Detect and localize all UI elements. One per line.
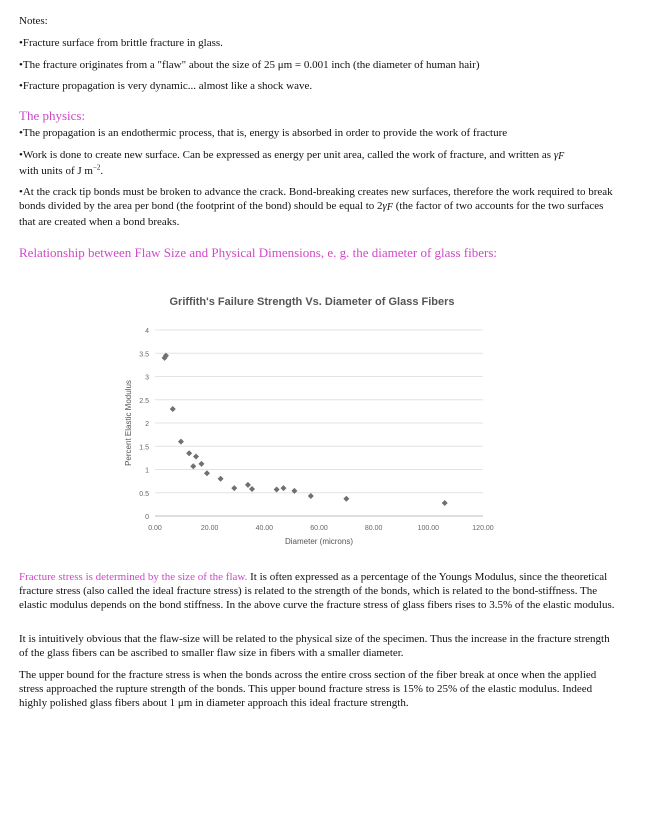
x-tick-label: 80.00 — [364, 525, 383, 532]
chart-title: Griffith's Failure Strength Vs. Diameter of Glass Fibers — [169, 296, 455, 308]
units-exponent: −2 — [92, 163, 101, 172]
y-tick-label: 0.5 — [139, 490, 149, 498]
physics-p2-end: . — [100, 165, 104, 177]
scatter-chart — [105, 280, 519, 554]
y-tick-label: 2 — [145, 421, 149, 428]
y-tick-label: 2.5 — [139, 397, 149, 405]
fracture-paragraph-3: The upper bound for the fracture stress is when the bonds across the entire cross section of the fiber break at once when the applied stress approached the rupture strength of the bonds. This upper bound fracture stress is 15% to 25% of the elastic modulus. Indeed highly polished glass fibers about 1 μm in diameter approach this ideal fracture strength. — [19, 669, 597, 709]
y-tick-label: 1 — [145, 467, 149, 475]
fracture-paragraph-2: It is intuitively obvious that the flaw-size will be related to the physical size of the specimen. Thus the increase in the fracture strength of the glass fibers can be ascribed to smaller flaw size in fibers with a smaller diameter. — [19, 633, 610, 659]
gamma-subscript: F — [558, 151, 565, 162]
y-tick-label: 4 — [145, 328, 149, 335]
x-tick-label: 20.00 — [200, 525, 219, 532]
gamma-coefficient: 2 — [377, 200, 383, 212]
chart-background — [105, 280, 519, 554]
relationship-heading: Relationship between Flaw Size and Physical Dimensions, e. g. the diameter of glass fibers: — [19, 245, 498, 260]
notes-bullet-1: •Fracture surface from brittle fracture in glass. — [19, 37, 223, 49]
notes-bullet-3: •Fracture propagation is very dynamic... almost like a shock wave. — [19, 80, 313, 92]
notes-bullet-2: •The fracture originates from a "flaw" about the size of 25 μm = 0.001 inch (the diameter of human hair) — [19, 59, 480, 71]
x-tick-label: 120.00 — [472, 525, 494, 532]
physics-paragraph-1: •The propagation is an endothermic process, that is, energy is absorbed in order to provide the work of fracture — [19, 127, 508, 139]
y-axis-label: Percent Elastic Modulus — [124, 380, 133, 466]
gamma-symbol: γ — [553, 149, 559, 161]
y-tick-label: 0 — [145, 514, 149, 521]
gamma-subscript-2: F — [386, 202, 393, 213]
x-tick-label: 60.00 — [310, 525, 328, 532]
chart — [105, 280, 519, 554]
physics-p3-end: (the factor of two accounts for the two surfaces that are created when a bond breaks. — [19, 200, 604, 228]
fracture-p1-text: It is often expressed as a percentage of the Youngs Modulus, since the theoretical fracture stress (also called the ideal fracture stress) is related to the strength of the bonds, which is related to the bond-stiffness. The elastic modulus depends on the bond stiffness. In the above curve the fracture stress of glass fibers rises to 3.5% of the elastic modulus. — [19, 571, 615, 611]
x-tick-label: 100.00 — [417, 525, 440, 532]
x-tick-label: 40.00 — [255, 525, 274, 532]
physics-heading: The physics: — [19, 108, 86, 123]
physics-p2-text: •Work is done to create new surface. Can be expressed as energy per unit area, called the work of fracture, and written as — [19, 149, 554, 161]
physics-paragraph-3 — [19, 185, 619, 229]
physics-p3-text: •At the crack tip bonds must be broken to advance the crack. Bond-breaking creates new surfaces, therefore the work required to break bonds divided by the area per bond (the footprint of the bond) should be equal to — [19, 186, 613, 212]
y-tick-label: 3 — [145, 374, 149, 382]
gamma-symbol-2: γ — [382, 200, 387, 212]
physics-p2-units: with units of J m — [19, 165, 93, 177]
fracture-lead: Fracture stress is determined by the size of the flaw. — [19, 571, 248, 583]
fracture-paragraph-1 — [19, 570, 619, 612]
x-axis-label: Diameter (microns) — [284, 537, 354, 546]
x-tick-label: 0.00 — [148, 525, 162, 532]
y-tick-label: 1.5 — [139, 444, 149, 452]
physics-paragraph-2 — [19, 148, 619, 178]
y-tick-label: 3.5 — [139, 351, 149, 359]
notes-label: Notes: — [19, 15, 48, 27]
